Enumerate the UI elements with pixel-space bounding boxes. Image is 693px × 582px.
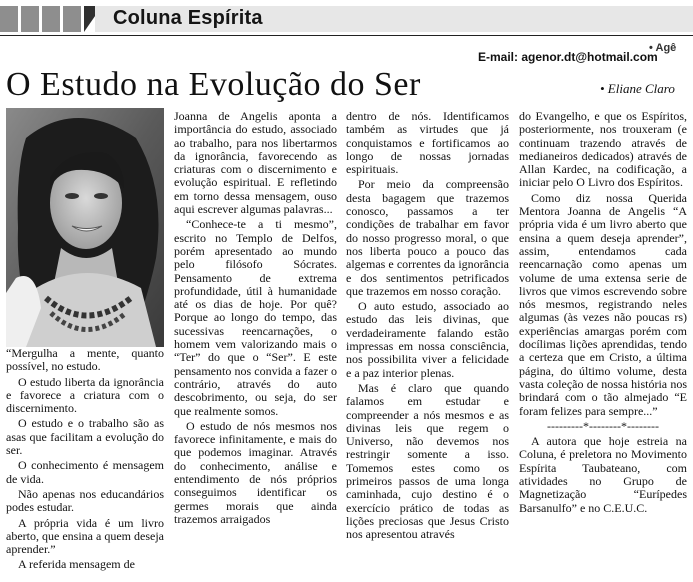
paragraph: dentro de nós. Identificamos também as virtudes que já conquistamos e fortificamos ao longo de nossas jornadas espirituais. [346, 109, 509, 177]
paragraph: A referida mensagem de [18, 557, 135, 572]
paragraph: O estudo liberta da ignorância e favorece a criatura com o discernimento. [6, 374, 164, 416]
paragraph: O conhecimento é mensagem de vida. [6, 458, 164, 486]
paragraph: A própria vida é um livro aberto, que ensina a quem deseja aprender.” [6, 515, 164, 557]
header-rule [0, 35, 693, 36]
columnist-signature: • Agê [649, 42, 677, 54]
article-column-4 [519, 110, 687, 517]
paragraph: Por meio da compreensão desta bagagem que trazemos conosco, passamos a ter condições de trabalhar em favor do nosso progresso moral, o que nos liberta pouco a pouco das algemas e correntes da ignorância e dos sentimentos petrificados que trazemos em nosso coração. [346, 177, 509, 298]
article-column-1 [6, 347, 164, 574]
paragraph: “Mergulha a mente, quanto possível, no estudo. [6, 346, 164, 374]
article-column-3 [346, 110, 509, 544]
paragraph: O estudo de nós mesmos nos favorece infinitamente, e mais do que podemos imaginar. Através do conhecimento, análise e entendimento de nós próprios conseguimos identificar os germes morais que ainda trazemos arraigados [174, 418, 337, 526]
author-photo [6, 108, 164, 347]
article-column-2 [174, 110, 337, 528]
header-block [63, 6, 81, 32]
article-headline: O Estudo na Evolução do Ser [6, 66, 421, 103]
section-header [0, 0, 693, 36]
header-block [42, 6, 60, 32]
section-divider: ---------*--------*-------- [547, 418, 659, 433]
paragraph: Como diz nossa Querida Mentora Joanna de Angelis “A própria vida é um livro aberto que ensina a quem deseja aprender”, assim, entendamos cada reencarnação como apenas um volume de uma extensa serie de livros que vimos escrevendo sobre nós mesmos, registrando neles algumas (às vezes não poucas rs) experiências amargas porém com docílimas lições aprendidas, tendo a certeza que em Cristo, a última página, do último volume, desta vasta coleção de nossa história nos brindará com o tão almejado “E foram felizes para sempre...” [519, 190, 687, 418]
paragraph: O estudo e o trabalho são as asas que facilitam a evolução do ser. [6, 416, 164, 458]
article-author: • Eliane Claro [600, 81, 675, 96]
paragraph: do Evangelho, e que os Espíritos, posteriormente, nos trouxeram (e continuam trazendo através de medianeiros dedicados) através de Allan Kardec, na codificação, a iniciar pelo O Livro dos Espíritos. [519, 109, 687, 190]
section-title: Coluna Espírita [113, 7, 263, 29]
email-link[interactable]: E-mail: agenor.dt@hotmail.com [478, 50, 658, 64]
paragraph: Mas é claro que quando falamos em estudar e compreender a nós mesmos e as divinas leis que regem o Universo, não devemos nos restringir somente a isso. Tomemos estes como os primeiros passos de uma longa caminhada, cujo destino é o exercício prático de todas as lições preciosas que Jesus Cristo nos apresentou através [346, 380, 509, 542]
author-note: A autora que hoje estreia na Coluna, é preletora no Movimento Espírita Taubateano, com atividades no Grupo de Magnetização “Eurípedes Barsanulfo” e no C.E.U.C. [519, 434, 687, 515]
header-block [0, 6, 18, 32]
paragraph: “Conhece-te a ti mesmo”, escrito no Templo de Delfos, porém apresentado ao mundo pelo filósofo Sócrates. Pensamento de extrema profundidade, útil à humanidade até os dias de hoje. Por quê? Porque ao longo do tempo, das sucessivas reencarnações, o homem vem valorizando mais o “Ter” do que o “Ser”. E este pensamento nos convida a fazer o contrário, através do auto descobrimento, ou seja, do ser que realmente somos. [174, 217, 337, 418]
paragraph: O auto estudo, associado ao estudo das leis divinas, que verdadeiramente falando estão impressas em nossa consciência, nos possibilita viver a felicidade e a paz interior plenas. [346, 299, 509, 380]
author-photo-image [6, 108, 164, 347]
paragraph: Não apenas nos educandários podes estudar. [6, 486, 164, 515]
paragraph: Joanna de Angelis aponta a importância do estudo, associado ao trabalho, para nos libertarmos da ignorância, favorecendo as criaturas com o discernimento e evolução espiritual. E refletindo em torno dessa mensagem, ouso aqui escrever algumas palavras... [174, 109, 337, 217]
header-block [21, 6, 39, 32]
